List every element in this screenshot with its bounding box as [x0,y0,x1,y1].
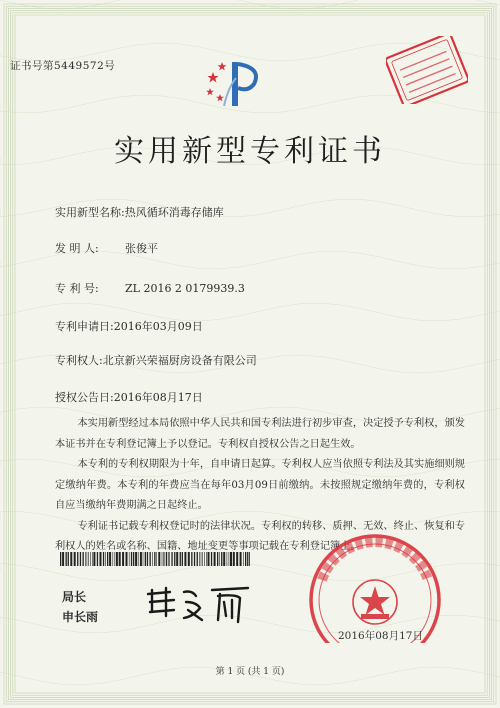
utility-model-name-value: 热风循环消毒存储库 [124,206,224,219]
director-title: 局长 [62,590,87,604]
certificate-number: 证书号第5449572号 [10,60,116,72]
filing-date-row [55,318,203,334]
body-paragraph: 本实用新型经过本局依照中华人民共和国专利法进行初步审查，决定授予专利权，颁发本证书并在专利登记簿上予以登记。专利权自授权公告之日起生效。 [55,418,465,450]
filing-date-value: 2016年03月09日 [113,320,203,333]
body-paragraph: 专利证书记载专利权登记时的法律状况。专利权的转移、质押、无效、终止、恢复和专利权人的姓名或名称、国籍、地址变更等事项记载在专利登记簿上。 [55,520,465,552]
seal-date: 2016年08月17日 [338,630,423,642]
body-paragraph: 本专利的专利权期限为十年，自申请日起算。专利权人应当依照专利法及其实施细则规定缴纳年费。本专利的年费应当在每年03月09日前缴纳。未按照规定缴纳年费的，专利权自应当缴纳年费期满之日起终止。 [55,459,465,511]
patentee-label: 专利权人: [55,354,103,367]
patent-number-value: ZL 2016 2 0179939.3 [125,282,245,295]
patentee-value: 北京新兴荣福厨房设备有限公司 [102,354,257,367]
page-footer: 第 1 页 (共 1 页) [215,667,285,677]
top-registration-seal-icon [386,36,468,104]
grant-date-value: 2016年08月17日 [113,391,203,404]
director-name: 申长雨 [62,610,99,624]
certificate-title: 实用新型专利证书 [114,134,386,169]
utility-model-name-row [55,204,224,220]
filing-date-label: 专利申请日: [55,320,114,333]
sipo-logo-icon [204,58,266,110]
patentee-row [55,352,257,368]
patent-number-row [55,280,245,296]
state-ip-office-seal-icon [300,528,450,643]
inventor-value: 张俊平 [125,242,158,255]
grant-date-label: 授权公告日: [55,391,114,404]
director-signature-icon [140,572,260,632]
barcode-icon [60,552,250,566]
patent-number-label: 专 利 号: [55,282,99,295]
inventor-row [55,240,158,256]
inventor-label: 发 明 人: [55,242,99,255]
grant-date-row [55,389,203,405]
utility-model-name-label: 实用新型名称: [55,206,125,219]
